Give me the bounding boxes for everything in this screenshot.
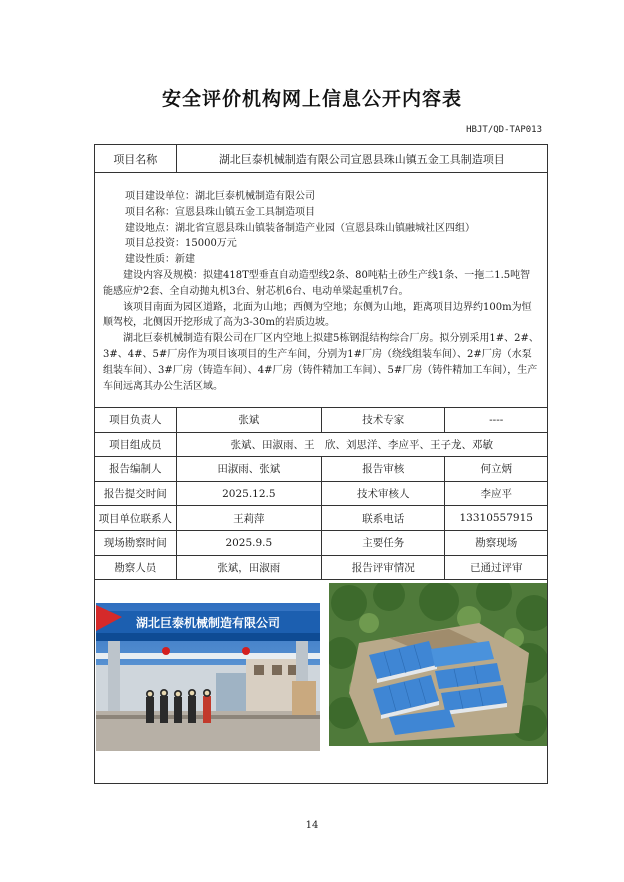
row-label: 项目组成员: [95, 433, 177, 457]
row-label: 勘察人员: [95, 556, 177, 580]
row-label: 主要任务: [322, 531, 445, 555]
table-row: [95, 531, 547, 556]
page-title: 安全评价机构网上信息公开内容表: [161, 88, 462, 110]
info-line: 建设地点：湖北省宣恩县珠山镇装备制造产业园（宣恩县珠山镇融城社区四组）: [125, 222, 475, 234]
factory-gate-image: [96, 603, 320, 751]
document-code: HBJT/QD-TAP013: [466, 125, 542, 135]
row-label: 现场勘察时间: [95, 531, 177, 555]
row-label: 报告提交时间: [95, 482, 177, 506]
row-value: 已通过评审: [469, 561, 523, 574]
info-line: 建设内容及规模：拟建418T型垂直自动造型线2条、80吨粘土砂生产线1条、一拖二1.5吨智能感应炉2套、全自动抛丸机3台、射芯机6台、电动单梁起重机7台。: [103, 269, 531, 297]
row-value: 勘察现场: [475, 537, 518, 550]
row-value: 何立炳: [480, 463, 512, 476]
info-table: [94, 144, 548, 784]
row-label: 联系电话: [322, 506, 445, 530]
gate-sign: 湖北巨泰机械制造有限公司: [135, 616, 281, 631]
row-value: 13310557915: [459, 512, 533, 525]
info-line: 湖北巨泰机械制造有限公司在厂区内空地上拟建5栋钢混结构综合厂房。拟分别采用1#、2#、3#、4#、5#厂房作为项目该项目的生产车间，分别为1#厂房（绕线组装车间）、2#厂房（水泵组装车间）、3#厂房（铸造车间）、4#厂房（铸件精加工车间）、5#厂房（铸件精加工车间），生产车间远离其办公生活区域。: [103, 333, 539, 392]
row-value: 2025.9.5: [177, 531, 322, 555]
project-info: [95, 173, 547, 407]
row-label: 报告编制人: [95, 457, 177, 481]
info-line: 建设性质：新建: [125, 254, 195, 266]
row-label: 报告审核: [322, 457, 445, 481]
row-value: ----: [489, 413, 504, 426]
table-row: [95, 408, 547, 433]
row-label: 项目单位联系人: [95, 506, 177, 530]
row-label: 技术审核人: [322, 482, 445, 506]
info-line: 项目名称：宣恩县珠山镇五金工具制造项目: [125, 206, 315, 218]
table-row: [95, 482, 547, 507]
project-name-row: [95, 145, 547, 173]
info-line: 该项目南面为园区道路，北面为山地；西侧为空地；东侧为山地，距离项目边界约100m为恒顺驾校，北侧因开挖形成了高为3-30m的岩质边坡。: [103, 301, 532, 329]
row-value: 张斌，田淑雨: [177, 556, 322, 580]
row-value: 张斌: [177, 408, 322, 432]
row-value: 田淑雨、张斌: [177, 457, 322, 481]
row-label: 项目负责人: [95, 408, 177, 432]
row-value: 王莉萍: [177, 506, 322, 530]
project-name-value: 湖北巨泰机械制造有限公司宣恩县珠山镇五金工具制造项目: [218, 152, 505, 166]
aerial-site-photo: [329, 583, 547, 746]
info-line: 项目建设单位：湖北巨泰机械制造有限公司: [125, 191, 315, 202]
row-value: 2025.12.5: [177, 482, 322, 506]
table-row: [95, 556, 547, 581]
table-row: [95, 457, 547, 482]
page-number: 14: [305, 820, 319, 831]
row-label: 报告评审情况: [322, 556, 445, 580]
photos-row: [95, 580, 547, 783]
aerial-site-image: [329, 583, 547, 746]
row-value: 张斌、田淑雨、王 欣、刘思洋、李应平、王子龙、邓敏: [230, 438, 494, 451]
project-info-row: [95, 173, 547, 408]
project-name-label: 项目名称: [95, 145, 177, 172]
row-value: 李应平: [480, 488, 512, 501]
info-line: 项目总投资：15000万元: [125, 238, 237, 250]
table-row: [95, 433, 547, 458]
row-label: 技术专家: [322, 408, 445, 432]
factory-gate-photo: [96, 603, 320, 751]
table-row: [95, 506, 547, 531]
